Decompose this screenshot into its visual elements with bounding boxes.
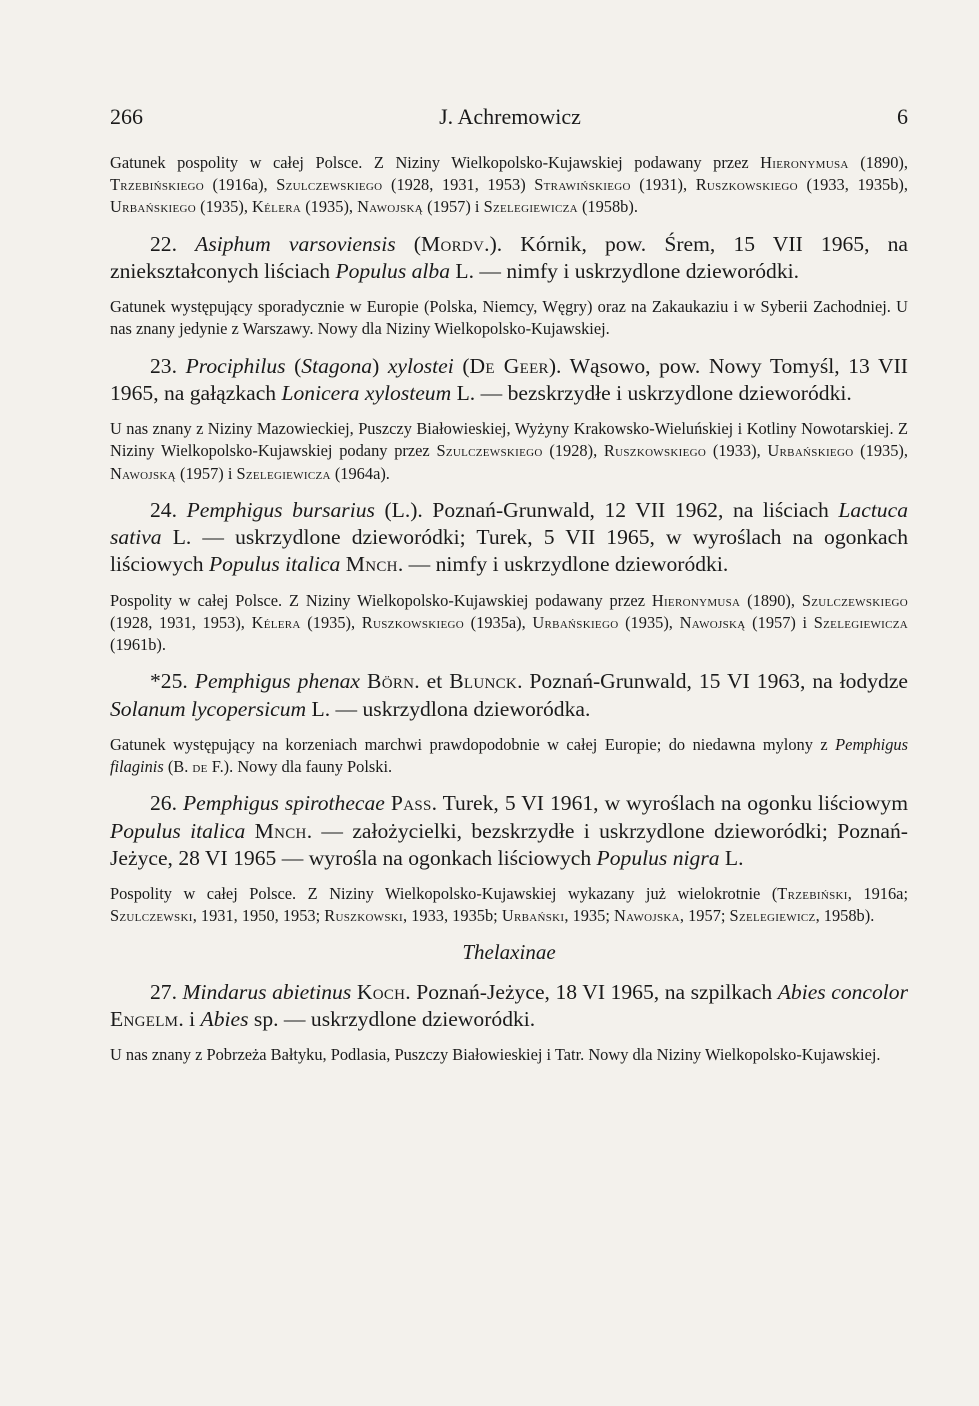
- note-27: [110, 1044, 908, 1066]
- record-27: [110, 979, 908, 1034]
- text-run: .). Kórnik, pow. Śrem, 15 VII 1965, na zniekształconych liściach: [110, 231, 909, 283]
- text-run: L. — nimfy i uskrzydlone dzieworódki.: [450, 258, 800, 283]
- record-24: [110, 497, 908, 579]
- text-run: Gatunek występujący sporadycznie w Europie (Polska, Niemcy, Węgry) oraz na Zakaukaziu i w Syberii Zachodniej. U nas znany jedynie z Warszawy. Nowy dla Niziny Wielkopolsko-Kujawskiej.: [110, 297, 908, 339]
- text-run: (1890),: [740, 590, 802, 610]
- taxon-name: Pemphigus bursarius: [186, 497, 375, 522]
- author-name: Ruszkowski: [324, 906, 403, 926]
- author-name: de: [192, 757, 208, 777]
- author-name: Börn: [367, 669, 415, 694]
- author-name: Kélera: [251, 612, 301, 632]
- author-name: Szelegiewicza: [483, 197, 578, 217]
- author-name: Ruszkowskiego: [361, 612, 464, 632]
- text-run: , 1935;: [564, 906, 614, 926]
- taxon-name: Prociphilus: [185, 353, 286, 378]
- text-run: L. — uskrzydlone dzieworódki; Turek, 5 VII 1965, w wyroślach na ogonkach liściowych: [110, 525, 908, 577]
- text-run: sp. — uskrzydlone dzieworódki.: [248, 1006, 536, 1031]
- taxon-name: Lactuca sativa: [110, 497, 908, 550]
- text-run: (1935a),: [464, 612, 533, 632]
- text-run: *25.: [150, 669, 195, 694]
- author-name: Szelegiewicza: [236, 463, 331, 483]
- text-run: , 1916a;: [847, 884, 908, 904]
- text-run: . i: [178, 1006, 201, 1031]
- running-author: J. Achremowicz: [439, 104, 581, 129]
- text-run: (1958b).: [577, 197, 638, 217]
- author-name: Urbański: [501, 906, 565, 926]
- record-26: [110, 790, 908, 872]
- record-22: [110, 231, 908, 286]
- text-run: (1928, 1931, 1953): [382, 175, 535, 195]
- text-run: U nas znany z Pobrzeża Bałtyku, Podlasia, Puszczy Białowieskiej i Tatr. Nowy dla Niziny Wielkopolsko-Kujawskiej.: [110, 1045, 881, 1065]
- text-run: (1935),: [618, 612, 680, 632]
- author-name: Kélera: [252, 197, 302, 217]
- author-name: Szulczewski: [110, 906, 193, 926]
- author-name: Szulczewskiego: [801, 590, 908, 610]
- note-23: [110, 418, 908, 485]
- text-run: L. — uskrzydlona dzieworódka.: [306, 696, 591, 721]
- text-run: . Poznań-Jeżyce, 18 VI 1965, na szpilkach: [405, 979, 778, 1004]
- taxon-name: Pemphigus filaginis: [110, 734, 908, 777]
- text-run: , 1931, 1950, 1953;: [192, 906, 325, 926]
- text-run: . Turek, 5 VI 1961, w wyroślach na ogonku liściowym: [431, 791, 909, 816]
- text-run: Gatunek pospolity w całej Polsce. Z Niziny Wielkopolsko-Kujawskiej podawany przez: [110, 153, 761, 172]
- text-run: (1890),: [848, 153, 908, 172]
- author-name: Ruszkowskiego: [603, 441, 707, 461]
- author-name: De Geer: [469, 353, 549, 378]
- chapter-number: 6: [897, 104, 908, 129]
- taxon-name: Populus alba: [335, 258, 451, 283]
- taxon-name: Lonicera xylosteum: [281, 380, 452, 405]
- text-run: (1957) i: [423, 197, 484, 217]
- author-name: Mordv: [420, 231, 485, 256]
- text-run: Pospolity w całej Polsce. Z Niziny Wielkopolsko-Kujawskiej wykazany już wielokrotnie (: [110, 884, 778, 904]
- author-name: Nawojską: [110, 463, 176, 483]
- author-name: Urbańskiego: [767, 441, 854, 461]
- text-run: 22.: [150, 231, 196, 256]
- text-run: (1933, 1935b),: [797, 175, 908, 195]
- text-run: Gatunek występujący na korzeniach marchwi prawdopodobnie w całej Europie; do niedawna mylony z: [110, 734, 836, 754]
- text-run: (1933),: [706, 441, 768, 461]
- author-name: Hieronymusa: [651, 590, 741, 610]
- text-run: (: [395, 231, 421, 256]
- running-header: [110, 104, 910, 134]
- text-run: (1928, 1931, 1953),: [110, 612, 252, 632]
- text-run: L. — bezskrzydłe i uskrzydlone dzieworódki.: [451, 380, 852, 405]
- text-run: (1931),: [630, 175, 696, 195]
- author-name: Trzebińskiego: [110, 175, 204, 195]
- text-run: ). Wąsowo, pow. Nowy Tomyśl, 13 VII 1965, na gałązkach: [110, 353, 908, 405]
- author-name: Blunck: [449, 669, 518, 694]
- text-run: (1928),: [542, 441, 604, 461]
- note-25: [110, 734, 908, 778]
- text-run: 24.: [150, 497, 187, 522]
- author-name: Nawojską: [679, 612, 746, 632]
- author-name: Hieronymusa: [760, 153, 849, 172]
- note-24: [110, 590, 908, 657]
- text-run: , 1957;: [679, 906, 730, 926]
- author-name: Urbańskiego: [532, 612, 619, 632]
- author-name: Nawojska: [613, 906, 680, 926]
- note-22: [110, 296, 908, 340]
- text-run: . — nimfy i uskrzydlone dzieworódki.: [397, 552, 729, 577]
- text-run: (: [453, 353, 470, 378]
- text-run: . et: [414, 669, 450, 694]
- text-run: (1935),: [301, 197, 358, 217]
- taxon-name: Pemphigus spirothecae: [182, 791, 385, 816]
- author-name: Engelm: [110, 1006, 179, 1031]
- text-run: (1961b).: [110, 635, 166, 655]
- taxon-name: Solanum lycopersicum: [110, 696, 307, 721]
- author-name: Szulczewskiego: [436, 441, 543, 461]
- taxon-name: Mindarus abietinus: [182, 979, 352, 1004]
- text-run: [245, 819, 254, 843]
- author-name: Koch: [356, 979, 406, 1004]
- author-name: Szulczewskiego: [276, 175, 383, 195]
- text-run: (B.: [163, 757, 193, 777]
- text-run: (1957) i: [745, 612, 814, 632]
- author-name: Nawojską: [357, 197, 424, 217]
- taxon-name: Abies: [200, 1006, 249, 1031]
- author-name: Ruszkowskiego: [695, 175, 798, 195]
- text-run: . Poznań-Grunwald, 15 VI 1963, na łodydze: [517, 669, 909, 694]
- text-run: (1916a),: [203, 175, 277, 195]
- note-distribution-intro: [110, 152, 908, 219]
- taxon-name: Pemphigus phenax: [194, 669, 361, 694]
- author-name: Urbańskiego: [110, 197, 197, 217]
- text-run: (: [285, 353, 302, 378]
- text-run: 26.: [150, 791, 183, 816]
- text-run: L.: [719, 845, 744, 870]
- text-run: 27.: [150, 979, 183, 1004]
- taxon-name: Populus italica: [208, 552, 341, 577]
- record-25: [110, 668, 908, 723]
- text-run: (1964a).: [330, 463, 390, 483]
- text-run: (L.). Poznań-Grunwald, 12 VII 1962, na liściach: [374, 497, 839, 522]
- author-name: Trzebiński: [777, 884, 848, 904]
- text-run: . — założycielki, bezskrzydłe i uskrzydlone dzieworódki; Poznań-Jeżyce, 28 VI 1965 — wyrośla na ogonkach liściowych: [110, 818, 908, 870]
- author-name: Mnch: [345, 552, 398, 577]
- subfamily-heading: [110, 940, 908, 965]
- text-run: 23.: [150, 353, 186, 378]
- page-body: [110, 152, 908, 1078]
- text-run: Thelaxinae: [462, 939, 556, 964]
- text-run: [360, 669, 367, 693]
- author-name: Mnch: [254, 818, 307, 843]
- taxon-name: Populus nigra: [596, 845, 720, 870]
- taxon-name: Stagona: [301, 353, 373, 378]
- taxon-name: Abies concolor: [777, 979, 908, 1004]
- author-name: Szelegiewicza: [813, 612, 909, 632]
- text-run: , 1933, 1935b;: [403, 906, 502, 926]
- taxon-name: Populus italica: [110, 818, 246, 843]
- note-26: [110, 883, 908, 927]
- text-run: (1935),: [196, 197, 253, 217]
- text-run: (1935),: [300, 612, 362, 632]
- taxon-name: Asiphum varsoviensis: [195, 231, 396, 256]
- text-run: (1957) i: [175, 463, 237, 483]
- taxon-name: xylostei: [387, 353, 454, 378]
- record-23: [110, 353, 908, 408]
- text-run: (1935),: [853, 441, 908, 461]
- text-run: ): [372, 353, 388, 378]
- author-name: Strawińskiego: [534, 175, 631, 195]
- text-run: F.). Nowy dla fauny Polski.: [207, 757, 393, 777]
- text-run: Pospolity w całej Polsce. Z Niziny Wielkopolsko-Kujawskiej podawany przez: [110, 590, 652, 610]
- author-name: Pass: [390, 791, 432, 816]
- author-name: Szelegiewicz: [729, 906, 816, 926]
- text-run: , 1958b).: [815, 906, 875, 926]
- page-number: 266: [110, 104, 143, 129]
- text-run: U nas znany z Niziny Mazowieckiej, Puszczy Białowieskiej, Wyżyny Krakowsko-Wieluńskiej i Kotliny Nowotarskiej. Z Niziny Wielkopolsko-Kujawskiej podany przez: [110, 419, 908, 461]
